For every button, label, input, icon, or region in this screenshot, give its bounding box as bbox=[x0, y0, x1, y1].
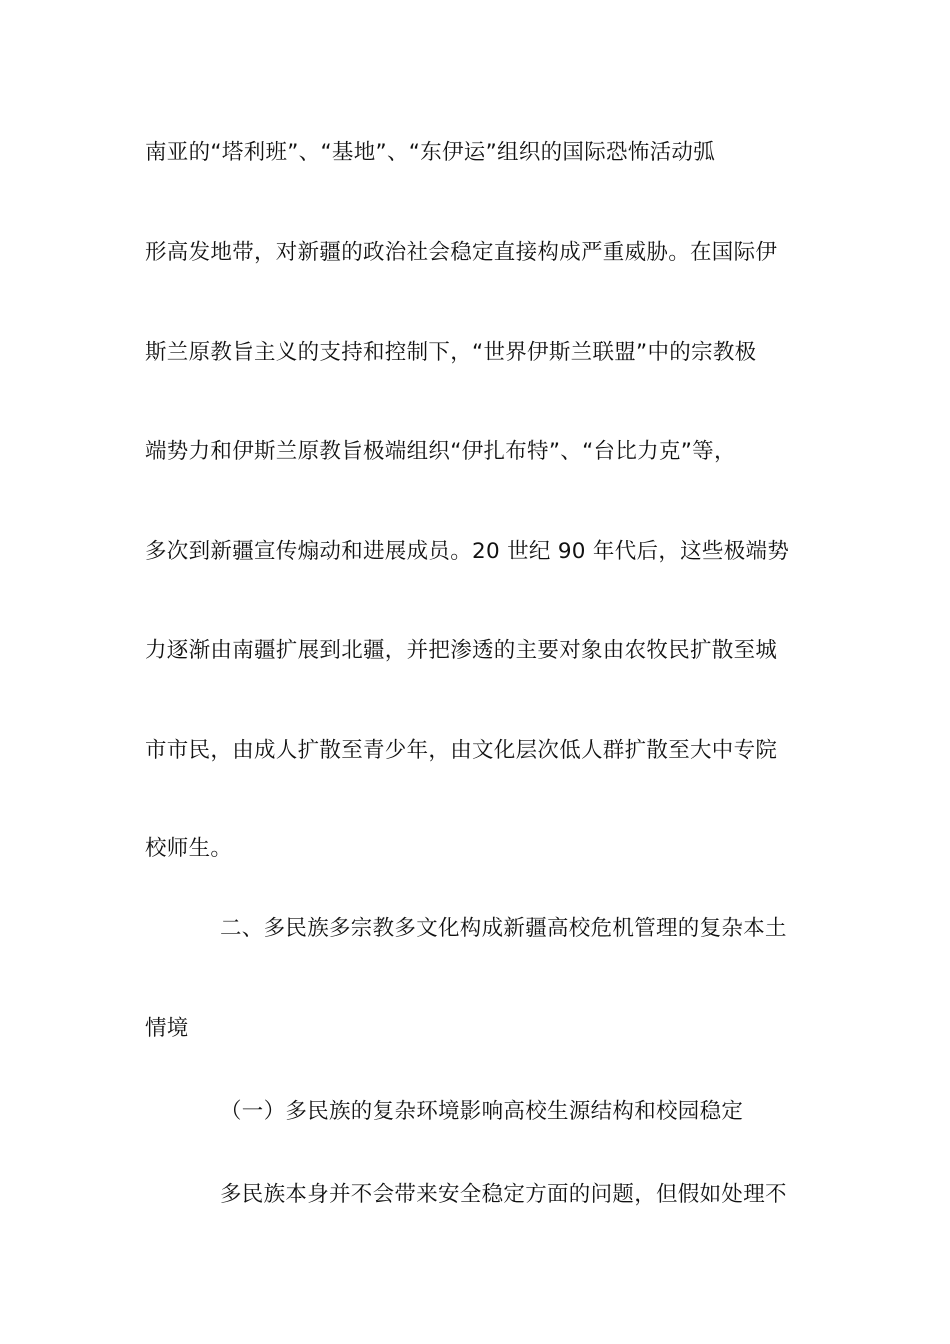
body-text-line: 南亚的“塔利班”、“基地”、“东伊运”组织的国际恐怖活动弧 bbox=[145, 140, 716, 165]
body-text-line: 斯兰原教旨主义的支持和控制下，“世界伊斯兰联盟”中的宗教极 bbox=[145, 340, 757, 365]
body-text-line: 力逐渐由南疆扩展到北疆，并把渗透的主要对象由农牧民扩散至城 bbox=[145, 638, 778, 663]
body-text-line: 端势力和伊斯兰原教旨极端组织“伊扎布特”、“台比力克”等， bbox=[145, 439, 736, 464]
section-heading-continuation: 情境 bbox=[145, 1016, 189, 1041]
body-text-line: 校师生。 bbox=[145, 836, 233, 861]
paragraph-first-line: 多民族本身并不会带来安全稳定方面的问题，但假如处理不 bbox=[220, 1182, 787, 1207]
body-text-line: 多次到新疆宣传煽动和进展成员。20 世纪 90 年代后，这些极端势 bbox=[145, 539, 790, 564]
subsection-heading: （一）多民族的复杂环境影响高校生源结构和校园稳定 bbox=[220, 1099, 744, 1124]
body-text-line: 形高发地带，对新疆的政治社会稳定直接构成严重威胁。在国际伊 bbox=[145, 240, 778, 265]
section-heading: 二、多民族多宗教多文化构成新疆高校危机管理的复杂本土 bbox=[220, 916, 787, 941]
body-text-line: 市市民，由成人扩散至青少年，由文化层次低人群扩散至大中专院 bbox=[145, 738, 778, 763]
